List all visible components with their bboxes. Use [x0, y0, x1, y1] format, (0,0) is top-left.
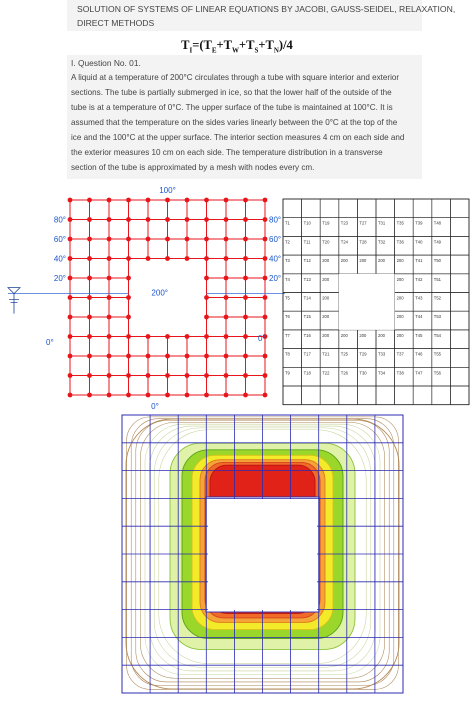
table-cell-text: T28 — [359, 239, 367, 245]
mesh-node — [165, 217, 170, 222]
mesh-node — [146, 393, 151, 398]
mesh-node — [224, 373, 229, 378]
table-cell — [450, 274, 469, 293]
mesh-node — [126, 354, 131, 359]
header-line-1: SOLUTION OF SYSTEMS OF LINEAR EQUATIONS BY JACOBI, GAUSS-SEIDEL, RELAXATION, — [77, 4, 456, 14]
mesh-node — [165, 256, 170, 261]
table-cell-text: T7 — [285, 332, 290, 338]
table-cell-text: T3 — [285, 258, 290, 264]
mesh-node — [224, 256, 229, 261]
table-cell — [450, 199, 469, 218]
table-cell-text: 200 — [322, 295, 330, 301]
mesh-node — [87, 334, 92, 339]
mesh-node — [185, 393, 190, 398]
table-cell-text: T51 — [433, 276, 442, 282]
left-temperature-label: 40° — [53, 254, 66, 264]
node-mesh-diagram — [8, 186, 285, 397]
mesh-node — [146, 256, 151, 261]
table-cell-text: 200 — [396, 276, 404, 282]
question-line: section of the tube is approximated by a mesh with nodes every cm. — [71, 163, 315, 172]
mesh-node — [185, 334, 190, 339]
table-cell-text: T49 — [433, 239, 442, 245]
mesh-node — [107, 295, 112, 300]
table-cell-text: T15 — [303, 314, 311, 320]
mesh-node — [87, 217, 92, 222]
table-cell — [357, 386, 376, 405]
mesh-node — [185, 256, 190, 261]
table-cell-text: T54 — [433, 332, 442, 338]
formula-plus-3: +T — [258, 38, 274, 52]
mesh-node — [204, 237, 209, 242]
mesh-node — [68, 334, 73, 339]
mesh-node — [243, 373, 248, 378]
mesh-node — [87, 393, 92, 398]
mesh-node — [126, 315, 131, 320]
mesh-node — [204, 315, 209, 320]
mesh-node — [126, 237, 131, 242]
formula-lhs-sub: I — [189, 46, 193, 55]
mesh-node — [68, 276, 73, 281]
mesh-node — [224, 393, 229, 398]
formula-n-sub: N — [273, 46, 279, 55]
mesh-node — [185, 237, 190, 242]
table-cell-text: T40 — [415, 239, 423, 245]
mesh-node — [185, 217, 190, 222]
mesh-node — [243, 237, 248, 242]
mesh-node — [146, 373, 151, 378]
table-cell — [302, 386, 321, 405]
mesh-node — [224, 276, 229, 281]
mesh-node — [68, 217, 73, 222]
table-cell-text: T34 — [378, 370, 386, 376]
table-cell-text: T13 — [303, 276, 311, 282]
mesh-node — [204, 198, 209, 203]
table-cell-text: T23 — [340, 220, 349, 226]
table-cell-text: T8 — [285, 351, 290, 357]
table-cell-text: T32 — [378, 239, 386, 245]
mesh-node — [263, 237, 268, 242]
table-cell-text: 200 — [396, 332, 404, 338]
table-cell-text: 200 — [378, 332, 385, 338]
right-temperature-label: 20° — [269, 274, 282, 283]
question-line: the exterior measures 10 cm on each side. The temperature distribution in a transverse — [71, 148, 383, 157]
table-cell-text: T11 — [303, 239, 311, 245]
table-cell-text: T33 — [378, 351, 386, 357]
mesh-node — [107, 256, 112, 261]
table-cell-text: T20 — [322, 239, 330, 245]
table-cell-text: T35 — [396, 220, 404, 226]
table-cell-text: 200 — [340, 332, 348, 338]
mesh-node — [107, 393, 112, 398]
mesh-node — [68, 315, 73, 320]
inner-temperature-label: 200° — [151, 288, 168, 298]
table-cell-text: T12 — [303, 258, 311, 264]
mesh-node — [263, 198, 268, 203]
inner-section-fill — [208, 499, 317, 610]
mesh-node — [204, 276, 209, 281]
formula-plus-1: +T — [216, 38, 233, 52]
table-cell-text: 200 — [396, 295, 404, 301]
mesh-node — [263, 373, 268, 378]
mesh-node — [126, 295, 131, 300]
mesh-node — [263, 295, 268, 300]
table-cell — [320, 386, 339, 405]
table-cell — [376, 386, 395, 405]
mesh-node — [68, 393, 73, 398]
mesh-node — [243, 334, 248, 339]
table-cell-text: T50 — [433, 258, 442, 264]
bottom-left-temperature-label: 0° — [46, 338, 54, 347]
mesh-node — [243, 276, 248, 281]
formula-plus-2: +T — [239, 38, 255, 52]
table-cell — [413, 386, 432, 405]
header-line-2: DIRECT METHODS — [77, 18, 155, 28]
table-cell-text: T21 — [322, 351, 330, 357]
mesh-node — [68, 256, 73, 261]
table-cell — [376, 199, 395, 218]
table-cell — [450, 236, 469, 255]
mesh-node — [204, 354, 209, 359]
mesh-node — [263, 256, 268, 261]
mesh-node — [87, 295, 92, 300]
formula-open: =(T — [192, 38, 212, 52]
table-cell-text: T55 — [433, 351, 442, 357]
table-cell-text: T24 — [340, 239, 349, 245]
table-hole — [339, 274, 395, 330]
table-cell-text: T38 — [396, 370, 404, 376]
table-cell-text: T1 — [285, 220, 290, 226]
table-cell-text: T27 — [359, 220, 367, 226]
table-cell — [450, 311, 469, 330]
table-cell — [450, 386, 469, 405]
mesh-node — [165, 393, 170, 398]
table-cell — [357, 199, 376, 218]
table-cell — [283, 199, 302, 218]
contour-top-label: 0° — [151, 402, 159, 411]
question-line: assumed that the temperature on the sides varies linearly between the 0°C at the top of the — [71, 118, 398, 127]
mesh-node — [87, 315, 92, 320]
mesh-node — [204, 373, 209, 378]
table-cell-text: T19 — [322, 220, 330, 226]
mesh-node — [165, 334, 170, 339]
mesh-node — [204, 217, 209, 222]
table-cell-text: T4 — [285, 276, 290, 282]
mesh-node — [165, 373, 170, 378]
mesh-node — [68, 295, 73, 300]
table-cell-text: T10 — [303, 220, 311, 226]
water-level-icon — [8, 288, 20, 294]
table-cell — [432, 386, 451, 405]
formula-w-sub: W — [232, 46, 240, 55]
mesh-node — [243, 295, 248, 300]
mesh-node — [165, 237, 170, 242]
mesh-node — [165, 198, 170, 203]
mesh-node — [107, 315, 112, 320]
formula-e-sub: E — [211, 46, 217, 55]
table-cell-text: T26 — [340, 370, 349, 376]
table-cell — [450, 293, 469, 312]
mesh-node — [224, 334, 229, 339]
mesh-node — [204, 295, 209, 300]
mesh-node — [243, 256, 248, 261]
mesh-node — [126, 256, 131, 261]
table-cell-text: 200 — [359, 332, 367, 338]
formula-close: )/4 — [278, 38, 293, 52]
table-cell-text: T17 — [303, 351, 311, 357]
table-cell — [283, 386, 302, 405]
formula-s-sub: S — [254, 46, 259, 55]
table-cell — [339, 199, 358, 218]
mesh-node — [204, 334, 209, 339]
mesh-node — [87, 373, 92, 378]
table-cell — [302, 199, 321, 218]
table-cell-text: T14 — [303, 295, 311, 301]
mesh-node — [126, 373, 131, 378]
mesh-node — [68, 373, 73, 378]
table-cell-text: T52 — [433, 295, 442, 301]
mesh-node — [263, 217, 268, 222]
table-cell-text: 200 — [322, 258, 330, 264]
table-cell — [339, 386, 358, 405]
mesh-node — [146, 334, 151, 339]
table-cell-text: T39 — [415, 220, 423, 226]
mesh-node — [204, 393, 209, 398]
mesh-node — [126, 334, 131, 339]
mesh-node — [126, 393, 131, 398]
mesh-node — [146, 237, 151, 242]
table-cell — [450, 367, 469, 386]
mesh-node — [263, 354, 268, 359]
left-temperature-label: 80° — [53, 215, 66, 225]
right-temperature-label: 40° — [269, 254, 282, 264]
mesh-node — [107, 373, 112, 378]
mesh-node — [224, 217, 229, 222]
question-line: ice and the 100°C at the upper surface. The interior section measures 4 cm on each side and — [71, 133, 405, 142]
table-cell-text: 200 — [378, 258, 385, 264]
mesh-node — [87, 256, 92, 261]
table-cell-text: T45 — [415, 332, 423, 338]
mesh-node — [107, 276, 112, 281]
table-cell-text: T30 — [359, 370, 367, 376]
mesh-node — [107, 334, 112, 339]
table-cell-text: T46 — [415, 351, 423, 357]
table-cell — [450, 330, 469, 349]
mesh-node — [185, 354, 190, 359]
mesh-node — [68, 237, 73, 242]
table-cell — [450, 255, 469, 274]
mesh-node — [224, 354, 229, 359]
table-cell — [432, 199, 451, 218]
mesh-node — [87, 354, 92, 359]
table-cell-text: T22 — [322, 370, 330, 376]
table-cell-text: T25 — [340, 351, 349, 357]
table-cell-text: T42 — [415, 276, 423, 282]
top-temperature-label: 100° — [159, 186, 176, 195]
mesh-node — [185, 373, 190, 378]
mesh-node — [165, 354, 170, 359]
table-cell-text: T36 — [396, 239, 404, 245]
mesh-node — [107, 237, 112, 242]
mesh-node — [87, 276, 92, 281]
mesh-node — [263, 393, 268, 398]
table-cell-text: T29 — [359, 351, 367, 357]
mesh-node — [146, 217, 151, 222]
mesh-node — [146, 198, 151, 203]
mesh-node — [224, 315, 229, 320]
mesh-node — [126, 276, 131, 281]
question-title: I. Question No. 01. — [71, 58, 141, 68]
mesh-node — [87, 198, 92, 203]
table-cell-text: T56 — [433, 370, 442, 376]
table-cell-text: 200 — [322, 332, 330, 338]
mesh-node — [224, 198, 229, 203]
mesh-node — [185, 198, 190, 203]
mesh-node — [243, 198, 248, 203]
node-table — [283, 199, 469, 405]
table-cell-text: T31 — [378, 220, 386, 226]
mesh-node — [107, 354, 112, 359]
mesh-node — [204, 256, 209, 261]
left-temperature-label: 20° — [53, 274, 66, 283]
table-cell — [450, 349, 469, 368]
mesh-node — [126, 198, 131, 203]
table-cell-text: 200 — [396, 258, 404, 264]
mesh-node — [263, 276, 268, 281]
table-cell-text: T5 — [285, 295, 290, 301]
table-cell — [395, 386, 414, 405]
table-cell — [395, 199, 414, 218]
table-cell-text: T48 — [433, 220, 442, 226]
question-line: tube is at a temperature of 0°C. The upper surface of the tube is maintained at 100°C. It is — [71, 103, 393, 112]
mesh-node — [126, 217, 131, 222]
table-cell-text: T9 — [285, 370, 290, 376]
mesh-node — [243, 393, 248, 398]
question-line: A liquid at a temperature of 200°C circulates through a tube with square interior and exterior — [71, 73, 400, 82]
table-cell — [320, 199, 339, 218]
mesh-node — [243, 315, 248, 320]
right-temperature-label: 60° — [269, 235, 282, 244]
mesh-node — [146, 354, 151, 359]
question-line: sections. The tube is partially submerged in ice, so that the lower half of the outside of the — [71, 88, 392, 97]
mesh-node — [263, 315, 268, 320]
mesh-node — [107, 198, 112, 203]
right-temperature-label: 80° — [269, 215, 282, 225]
table-cell-text: T44 — [415, 314, 423, 320]
table-cell-text: 200 — [322, 276, 330, 282]
table-cell — [450, 218, 469, 237]
mesh-node — [224, 237, 229, 242]
table-cell-text: T16 — [303, 332, 311, 338]
table-cell-text: T18 — [303, 370, 311, 376]
table-cell — [413, 199, 432, 218]
mesh-node — [87, 237, 92, 242]
mesh-node — [243, 354, 248, 359]
table-cell-text: 200 — [322, 314, 330, 320]
table-cell-text: T2 — [285, 239, 290, 245]
table-cell-text: T53 — [433, 314, 442, 320]
mesh-node — [224, 295, 229, 300]
table-cell-text: T43 — [415, 295, 423, 301]
table-cell-text: 200 — [359, 258, 367, 264]
bottom-right-temperature-label: 0° — [258, 334, 266, 343]
table-cell-text: 200 — [396, 314, 404, 320]
temperature-contour-plot — [122, 402, 403, 693]
table-cell-text: T37 — [396, 351, 404, 357]
formula-lhs: T — [181, 38, 190, 52]
table-cell-text: T41 — [415, 258, 423, 264]
table-cell-text: 200 — [340, 258, 348, 264]
mesh-node — [107, 217, 112, 222]
mesh-node — [243, 217, 248, 222]
table-cell-text: T47 — [415, 370, 423, 376]
mesh-node — [68, 198, 73, 203]
mesh-node — [68, 354, 73, 359]
left-temperature-label: 60° — [53, 235, 66, 244]
table-cell-text: T6 — [285, 314, 290, 320]
